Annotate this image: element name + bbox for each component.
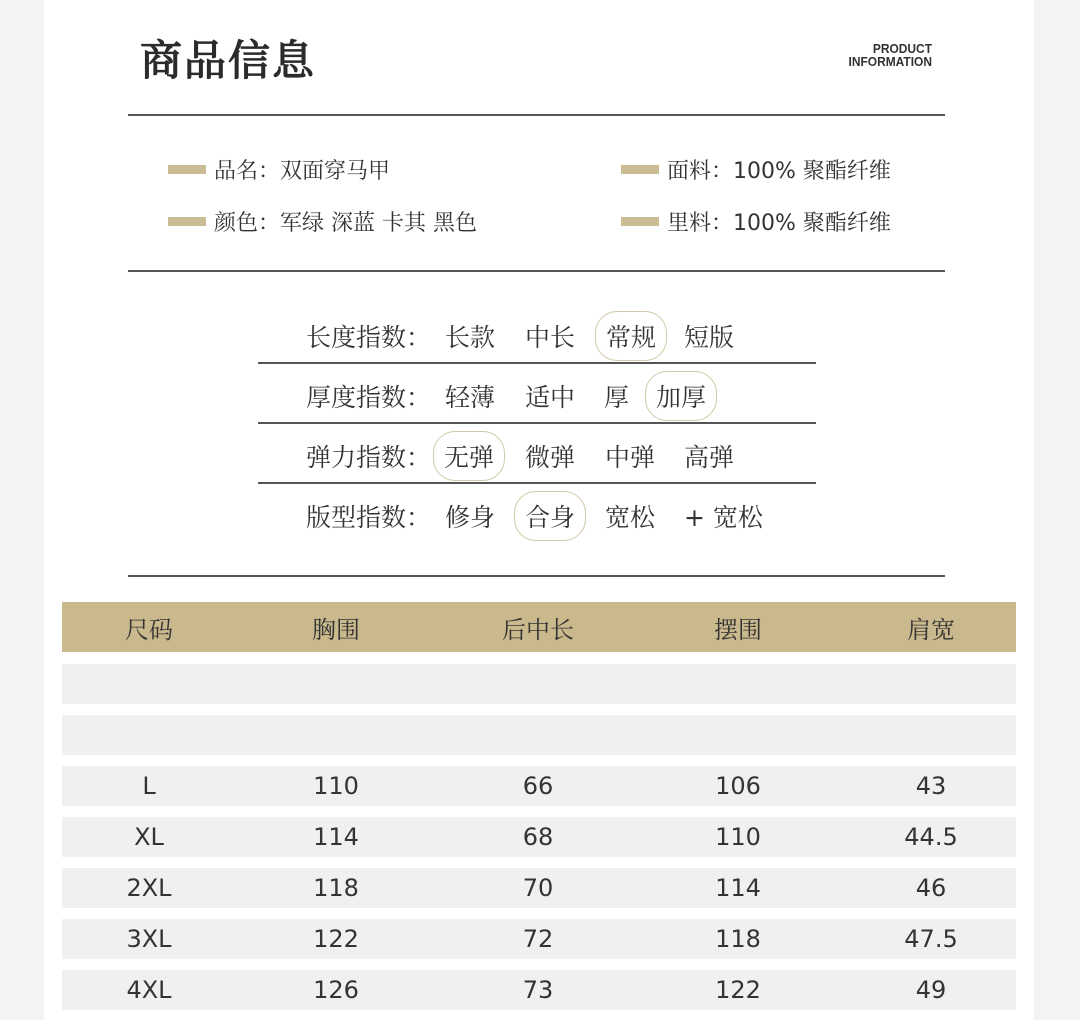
table-cell-back-length: 73 bbox=[522, 976, 554, 1004]
table-cell-shoulder: 46 bbox=[915, 874, 947, 902]
table-row bbox=[62, 766, 1016, 806]
table-cell-back-length: 66 bbox=[522, 772, 554, 800]
index-row-elasticity bbox=[258, 424, 816, 484]
info-value: 军绿 深蓝 卡其 黑色 bbox=[280, 211, 477, 236]
table-cell-hem bbox=[640, 715, 836, 755]
table-cell-shoulder: 49 bbox=[915, 976, 947, 1004]
table-cell-chest bbox=[236, 715, 436, 755]
table-cell-back-length bbox=[436, 715, 640, 755]
info-label: 面料： bbox=[667, 159, 734, 184]
index-label: 厚度指数： bbox=[306, 383, 432, 412]
table-cell-size: 2XL bbox=[126, 874, 172, 902]
index-label: 弹力指数： bbox=[306, 443, 432, 472]
index-row-thickness bbox=[258, 364, 816, 424]
table-cell-chest: 110 bbox=[313, 772, 359, 800]
column-header-shoulder: 肩宽 bbox=[907, 615, 955, 644]
table-cell-chest bbox=[236, 664, 436, 704]
column-header-hem: 摆围 bbox=[714, 615, 762, 644]
table-row bbox=[62, 664, 1016, 704]
table-cell-chest: 122 bbox=[313, 925, 359, 953]
table-cell-size: 3XL bbox=[126, 925, 172, 953]
table-row bbox=[62, 919, 1016, 959]
index-option: 宽松 bbox=[605, 503, 656, 532]
column-header-size: 尺码 bbox=[125, 615, 173, 644]
info-bar-icon bbox=[168, 217, 206, 226]
index-option-selected: 加厚 bbox=[656, 378, 706, 414]
index-label: 长度指数： bbox=[306, 323, 432, 352]
table-cell-back-length: 68 bbox=[522, 823, 554, 851]
index-option: 中长 bbox=[525, 323, 576, 352]
table-cell-back-length: 72 bbox=[522, 925, 554, 953]
table-cell-size bbox=[62, 664, 236, 704]
index-option: 短版 bbox=[684, 323, 735, 352]
info-fabric bbox=[621, 154, 891, 185]
index-option: 微弹 bbox=[525, 443, 576, 472]
table-row bbox=[62, 715, 1016, 755]
table-cell-size: XL bbox=[134, 823, 164, 851]
divider-middle bbox=[128, 270, 945, 272]
table-cell-hem: 106 bbox=[715, 772, 761, 800]
index-row-length bbox=[258, 304, 816, 364]
info-bar-icon bbox=[621, 217, 659, 226]
table-cell-chest: 114 bbox=[313, 823, 359, 851]
info-color bbox=[168, 206, 477, 237]
table-row bbox=[62, 817, 1016, 857]
table-cell-back-length bbox=[436, 664, 640, 704]
table-cell-hem: 110 bbox=[715, 823, 761, 851]
index-option-selected: 合身 bbox=[525, 498, 575, 534]
info-label: 里料： bbox=[667, 211, 734, 236]
table-cell-back-length: 70 bbox=[522, 874, 554, 902]
index-option-selected: 无弹 bbox=[444, 438, 494, 474]
column-header-chest: 胸围 bbox=[312, 615, 360, 644]
info-value: 双面穿马甲 bbox=[280, 159, 391, 184]
info-bar-icon bbox=[621, 165, 659, 174]
info-product-name bbox=[168, 154, 390, 185]
size-table-header bbox=[62, 602, 1016, 652]
table-cell-shoulder bbox=[836, 715, 1026, 755]
index-option: 修身 bbox=[445, 503, 496, 532]
table-cell-shoulder bbox=[836, 664, 1026, 704]
table-row bbox=[62, 970, 1016, 1010]
table-cell-size: 4XL bbox=[126, 976, 172, 1004]
table-cell-hem: 114 bbox=[715, 874, 761, 902]
table-cell-shoulder: 43 bbox=[915, 772, 947, 800]
table-row bbox=[62, 868, 1016, 908]
index-option: + 宽松 bbox=[684, 503, 763, 532]
index-option: 中弹 bbox=[605, 443, 656, 472]
info-value: 100% 聚酯纤维 bbox=[733, 159, 891, 184]
table-cell-hem: 122 bbox=[715, 976, 761, 1004]
table-cell-hem: 118 bbox=[715, 925, 761, 953]
info-label: 品名： bbox=[214, 159, 281, 184]
title-english-line-2: INFORMATION bbox=[848, 54, 932, 69]
info-value: 100% 聚酯纤维 bbox=[733, 211, 891, 236]
info-label: 颜色： bbox=[214, 211, 281, 236]
divider-bottom bbox=[128, 575, 945, 577]
divider-top bbox=[128, 114, 945, 116]
table-cell-shoulder: 47.5 bbox=[904, 925, 958, 953]
table-cell-hem bbox=[640, 664, 836, 704]
index-option: 厚 bbox=[604, 383, 630, 412]
title-english-line-1: PRODUCT bbox=[872, 41, 932, 56]
column-header-back-length: 后中长 bbox=[502, 615, 574, 644]
page-title: 商品信息 bbox=[140, 36, 317, 85]
table-cell-shoulder: 44.5 bbox=[904, 823, 958, 851]
index-option: 长款 bbox=[445, 323, 496, 352]
table-cell-size bbox=[62, 715, 236, 755]
table-cell-chest: 118 bbox=[313, 874, 359, 902]
info-bar-icon bbox=[168, 165, 206, 174]
table-cell-chest: 126 bbox=[313, 976, 359, 1004]
index-option-selected: 常规 bbox=[606, 318, 656, 354]
index-option: 轻薄 bbox=[445, 383, 496, 412]
info-lining bbox=[621, 206, 891, 237]
index-option: 适中 bbox=[525, 383, 576, 412]
index-label: 版型指数： bbox=[306, 503, 432, 532]
title-english bbox=[829, 42, 932, 68]
index-row-fit bbox=[258, 484, 816, 544]
table-cell-size: L bbox=[142, 772, 156, 800]
index-option: 高弹 bbox=[684, 443, 735, 472]
